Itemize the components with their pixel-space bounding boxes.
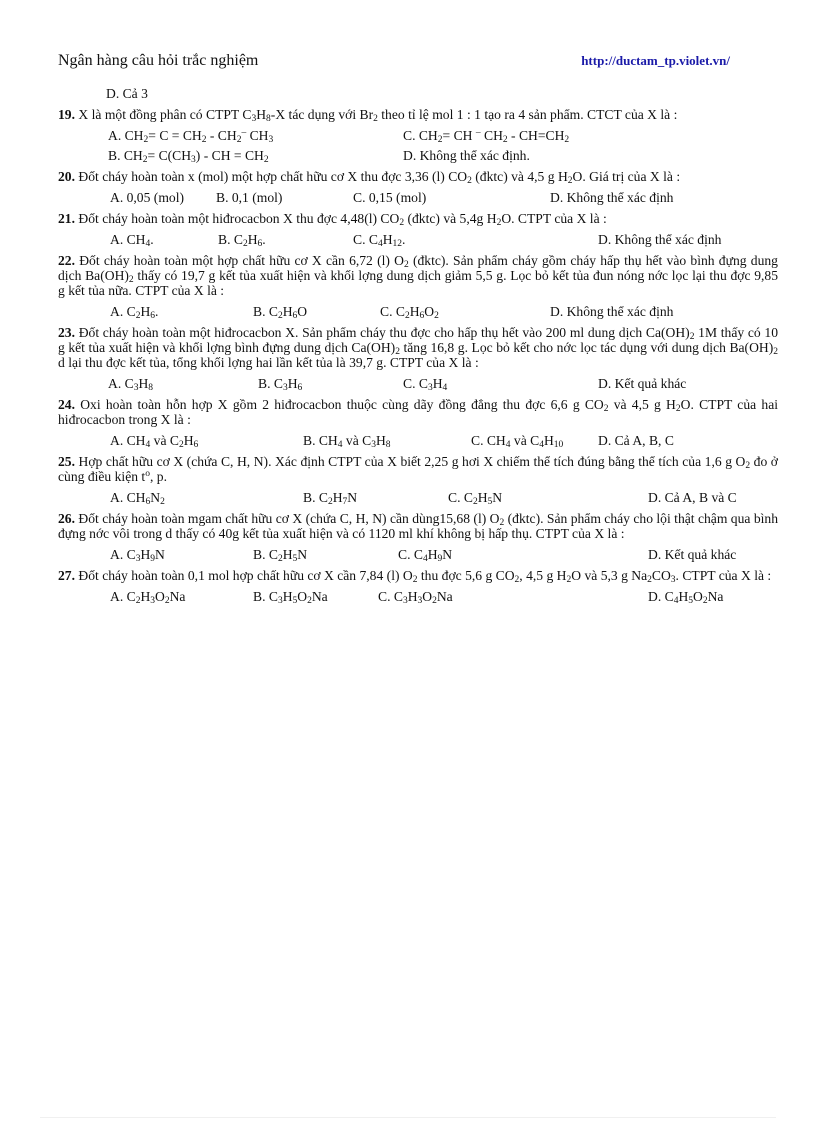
option-group [58,190,778,206]
question-number: 19. [58,107,75,122]
question-text: 21. Đốt cháy hoàn toàn một hiđrocacbon X thu đợc 4,48(l) $CO_2$ (đktc) và 5,4g $H_2O$. CTPT của X là : [58,211,607,228]
answer-option[interactable]: B. $C_2H_6O$ [253,304,308,321]
question [58,511,778,563]
question-list [58,86,778,605]
answer-option[interactable]: D. $C_4H_5O_2Na$ [648,589,724,606]
question [58,211,778,248]
question-text: 20. Đốt cháy hoàn toàn x (mol) một hợp chất hữu cơ X thu đợc 3,36 (l) $CO_2$ (đktc) và 4,5 g $H_2O$. Giá trị của X là : [58,169,681,186]
question-number: 25. [58,454,75,469]
answer-option[interactable]: C. $C_4H_9N$ [398,547,453,564]
question-text: 26. Đốt cháy hoàn toàn mgam chất hữu cơ X (chứa C, H, N) cần dùng15,68 (l) $O_2$ (đktc). Sản phẩm cháy cho lội thật chậm qua bình đựng nớc vôi trong d thấy có 40g kết tủa xuất hiện và có 1120 ml khí không bị hấp thụ. CTPT của X là : [58,511,779,541]
answer-option[interactable]: C. $CH_2=$ CH – $CH_2 - CH=CH_2$ [403,128,570,145]
answer-option[interactable]: D. Không thể xác định [550,304,674,319]
carryover-option: D. Cả 3 [106,86,148,101]
question-text: 22. Đốt cháy hoàn toàn một hợp chất hữu cơ X cần 6,72 (l) $O_2$ (đktc). Sản phẩm cháy gồm cháy hấp thụ hết vào bình đựng dung dịch $Ba(OH)_2$ thấy có 19,7 g kết tủa xuất hiện và khối lợng dung dịch giảm 5,5 g. Lọc bỏ kết tủa đun nóng nớc lọc lại thu đợc 9,85 g kết tủa nữa. CTPT của X là : [58,253,779,298]
answer-option[interactable]: A. $C_3H_9N$ [110,547,165,564]
question [58,397,778,449]
answer-option[interactable]: B. $CH_4$ và $C_3H_8$ [303,433,391,450]
option-line [58,304,778,320]
option-group [58,304,778,320]
answer-option[interactable]: B. 0,1 (mol) [216,190,283,205]
answer-option[interactable]: D. Kết quả khác [598,376,687,391]
question-text: 23. Đốt cháy hoàn toàn một hiđrocacbon X. Sản phẩm cháy thu đợc cho hấp thụ hết vào 200 ml dung dịch $Ca(OH)_2$ 1M thấy có 10 g kết tủa xuất hiện và khối lợng bình đựng dung dịch $Ca(OH)_2$ tăng 16,8 g. Lọc bỏ kết cho nớc lọc tác dụng với dung dịch $Ba(OH)_2$ d lại thu đợc kết tủa, tổng khối lợng hai lần kết tủa là 39,7 g. CTPT của X là : [58,325,778,370]
answer-option[interactable]: B. $C_3H_6$ [258,376,303,393]
question-number: 27. [58,568,75,583]
answer-option[interactable]: A. 0,05 (mol) [110,190,185,205]
question-number: 21. [58,211,75,226]
question [58,169,778,206]
question-text: 27. Đốt cháy hoàn toàn 0,1 mol hợp chất hữu cơ X cần 7,84 (l) $O_2$ thu đợc 5,6 g $CO_2$, 4,5 g $H_2O$ và 5,3 g $Na_2CO_3$. CTPT của X là : [58,568,772,585]
question [58,325,778,392]
answer-option[interactable]: A. $CH_4$. [110,232,154,249]
answer-option[interactable]: B. $CH_2= C(CH_3)$ - CH = $CH_2$ [108,148,269,165]
page-header [58,52,730,70]
answer-option[interactable]: C. $C_2H_5N$ [448,490,503,507]
option-line [58,589,778,605]
answer-option[interactable]: D. Cả A, B, C [598,433,674,448]
option-line [58,547,778,563]
answer-option[interactable]: A. $C_2H_3O_2Na$ [110,589,186,606]
answer-option[interactable]: A. $CH_2= C = CH_2 - CH_2^-$ $CH_3$ [108,128,274,145]
answer-option[interactable]: A. $C_2H_6$. [110,304,159,321]
question-text: 25. Hợp chất hữu cơ X (chứa C, H, N). Xác định CTPT của X biết 2,25 g hơi X chiếm thể tích đúng bằng thể tích của 1,6 g $O_2$ đo ở cùng điều kiện $t^o$, p. [58,454,778,484]
answer-option[interactable]: A. $CH_4$ và $C_2H_6$ [110,433,199,450]
question [58,568,778,605]
answer-option[interactable]: C. $C_3H_3O_2Na$ [378,589,453,606]
carryover-option-line [58,86,778,102]
option-group [58,128,778,164]
option-line [58,433,778,449]
answer-option[interactable]: B. $C_2H_6$. [218,232,266,249]
answer-option[interactable]: B. $C_3H_5O_2Na$ [253,589,328,606]
page-bottom-rule [40,1117,776,1118]
answer-option[interactable]: C. $C_4H_{12}$. [353,232,406,249]
header-title: Ngân hàng câu hỏi trắc nghiệm [58,52,259,69]
option-group [58,589,778,605]
question-text: 24. Oxi hoàn toàn hỗn hợp X gồm 2 hiđrocacbon thuộc cùng dãy đồng đẳng thu đợc 6,6 g $CO_2$ và 4,5 g $H_2O$. CTPT của hai hiđrocacbon trong X là : [58,397,779,427]
option-group [58,232,778,248]
answer-option[interactable]: D. Kết quả khác [648,547,737,562]
question-text: 19. X là một đồng phân có CTPT $C_3H_8-X$ tác dụng với $Br_2$ theo tỉ lệ mol 1 : 1 tạo ra 4 sản phẩm. CTCT của X là : [58,107,678,124]
option-group [58,547,778,563]
question-number: 23. [58,325,75,340]
question-number: 26. [58,511,75,526]
question-number: 24. [58,397,75,412]
answer-option[interactable]: D. Không thể xác định [550,190,674,205]
option-line [58,376,778,392]
question [58,454,778,506]
option-group [58,376,778,392]
option-line [58,490,778,506]
answer-option[interactable]: D. Cả A, B và C [648,490,737,505]
answer-option[interactable]: B. $C_2H_5N$ [253,547,308,564]
option-line [58,232,778,248]
option-group [58,490,778,506]
question [58,107,778,164]
question-number: 22. [58,253,75,268]
answer-option[interactable]: A. $CH_6N_2$ [110,490,165,507]
answer-option[interactable]: A. $C_3H_8$ [108,376,154,393]
answer-option[interactable]: C. $C_2H_6O_2$ [380,304,439,321]
question-number: 20. [58,169,75,184]
option-group [58,433,778,449]
question [58,253,778,320]
answer-option[interactable]: C. 0,15 (mol) [353,190,427,205]
option-line [58,128,778,144]
answer-option[interactable]: D. Không thể xác định [598,232,722,247]
option-line [58,148,778,164]
answer-option[interactable]: B. $C_2H_7N$ [303,490,358,507]
option-line [58,190,778,206]
answer-option[interactable]: C. $C_3H_4$ [403,376,448,393]
answer-option[interactable]: C. $CH_4$ và $C_4H_{10}$ [471,433,564,450]
header-link[interactable]: http://ductam_tp.violet.vn/ [581,53,730,68]
answer-option[interactable]: D. Không thể xác định. [403,148,530,163]
